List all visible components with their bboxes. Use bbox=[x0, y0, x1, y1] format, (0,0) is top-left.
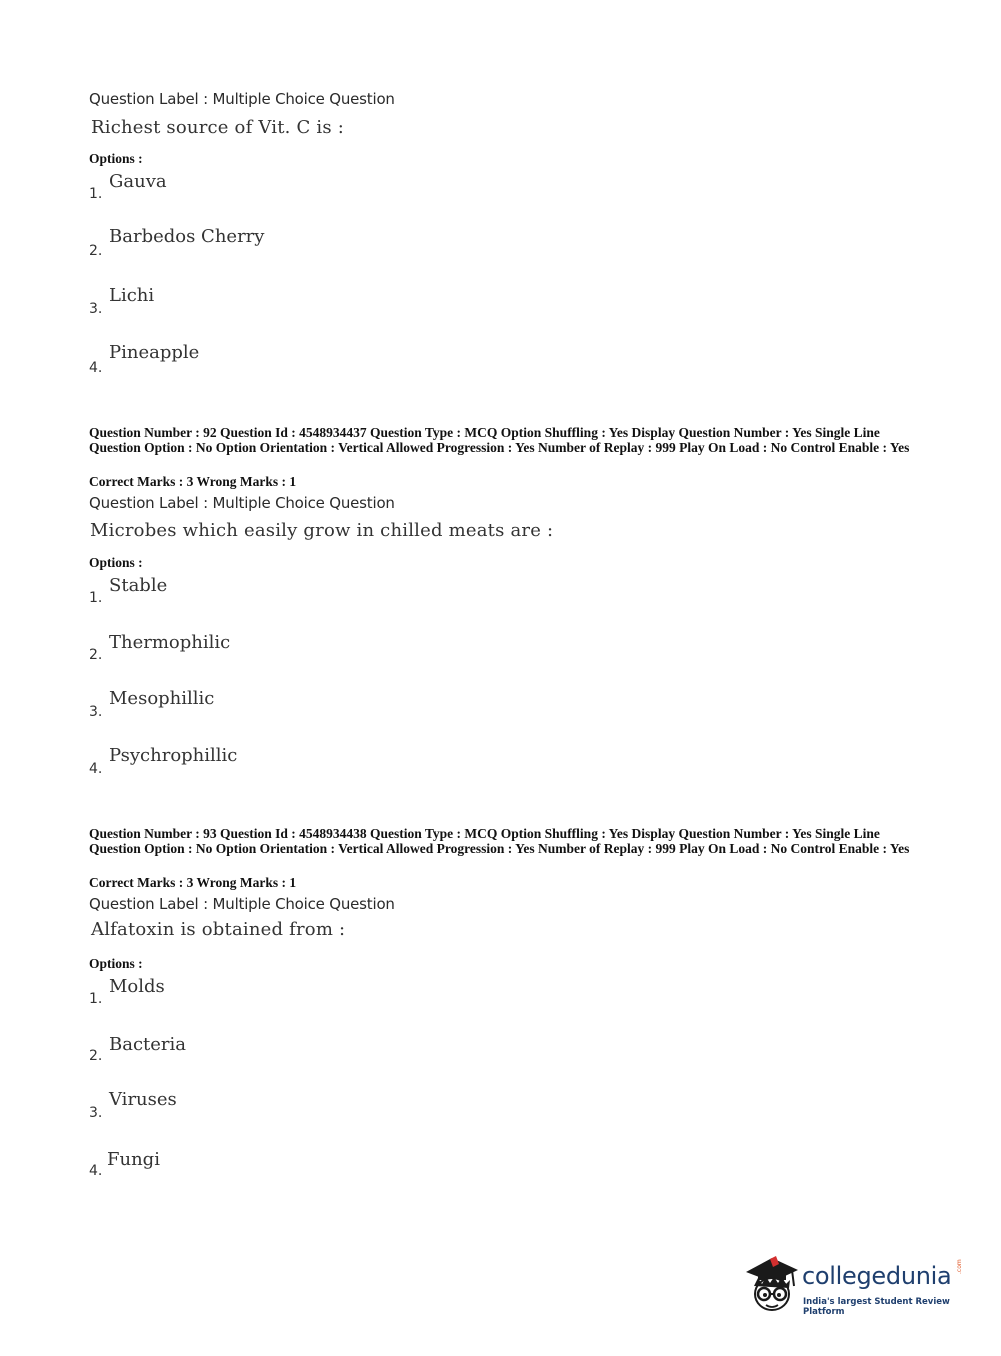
mascot-icon bbox=[742, 1250, 802, 1320]
option-number: 2. bbox=[89, 1048, 103, 1064]
option-text: Gauva bbox=[109, 171, 167, 192]
option-number: 3. bbox=[89, 704, 103, 720]
marks-info: Correct Marks : 3 Wrong Marks : 1 bbox=[89, 875, 297, 890]
logo-wordmark: collegedunia bbox=[802, 1262, 952, 1290]
option-number: 3. bbox=[89, 301, 103, 317]
option-text: Stable bbox=[109, 575, 168, 596]
question-label: Question Label : Multiple Choice Question bbox=[89, 895, 395, 913]
option-text: Viruses bbox=[109, 1089, 177, 1110]
option-number: 4. bbox=[89, 1163, 103, 1179]
logo-tagline: India's largest Student Review Platform bbox=[803, 1297, 950, 1317]
question-text: Richest source of Vit. C is : bbox=[91, 117, 344, 138]
option-text: Bacteria bbox=[109, 1034, 187, 1055]
option-text: Pineapple bbox=[109, 342, 200, 363]
question-text: Microbes which easily grow in chilled meats are : bbox=[90, 520, 554, 541]
options-heading: Options : bbox=[89, 555, 143, 570]
option-number: 1. bbox=[89, 186, 103, 202]
collegedunia-logo bbox=[742, 1250, 972, 1320]
option-text: Lichi bbox=[109, 285, 155, 306]
options-heading: Options : bbox=[89, 151, 143, 166]
question-metadata: Question Number : 92 Question Id : 4548934437 Question Type : MCQ Option Shuffling : Yes Display Question Number : Yes Single Line Question Option : No Option Orientation : Vertical Allowed Progression : Yes Number of Replay : 999 Play On Load : No Control Enable : Yes bbox=[89, 425, 910, 455]
option-text: Thermophilic bbox=[109, 632, 231, 653]
option-text: Fungi bbox=[107, 1149, 160, 1170]
question-label: Question Label : Multiple Choice Question bbox=[89, 90, 395, 108]
question-label: Question Label : Multiple Choice Question bbox=[89, 494, 395, 512]
option-text: Molds bbox=[109, 976, 165, 997]
option-number: 1. bbox=[89, 590, 103, 606]
option-number: 2. bbox=[89, 647, 103, 663]
option-number: 4. bbox=[89, 761, 103, 777]
option-number: 1. bbox=[89, 991, 103, 1007]
options-heading: Options : bbox=[89, 956, 143, 971]
option-text: Psychrophillic bbox=[109, 745, 238, 766]
question-metadata: Question Number : 93 Question Id : 4548934438 Question Type : MCQ Option Shuffling : Yes Display Question Number : Yes Single Line Question Option : No Option Orientation : Vertical Allowed Progression : Yes Number of Replay : 999 Play On Load : No Control Enable : Yes bbox=[89, 826, 910, 856]
option-text: Barbedos Cherry bbox=[109, 226, 265, 247]
marks-info: Correct Marks : 3 Wrong Marks : 1 bbox=[89, 474, 297, 489]
option-number: 3. bbox=[89, 1105, 103, 1121]
logo-suffix: .com bbox=[956, 1259, 963, 1274]
option-number: 4. bbox=[89, 360, 103, 376]
option-text: Mesophillic bbox=[109, 688, 215, 709]
option-number: 2. bbox=[89, 243, 103, 259]
question-text: Alfatoxin is obtained from : bbox=[91, 919, 346, 940]
